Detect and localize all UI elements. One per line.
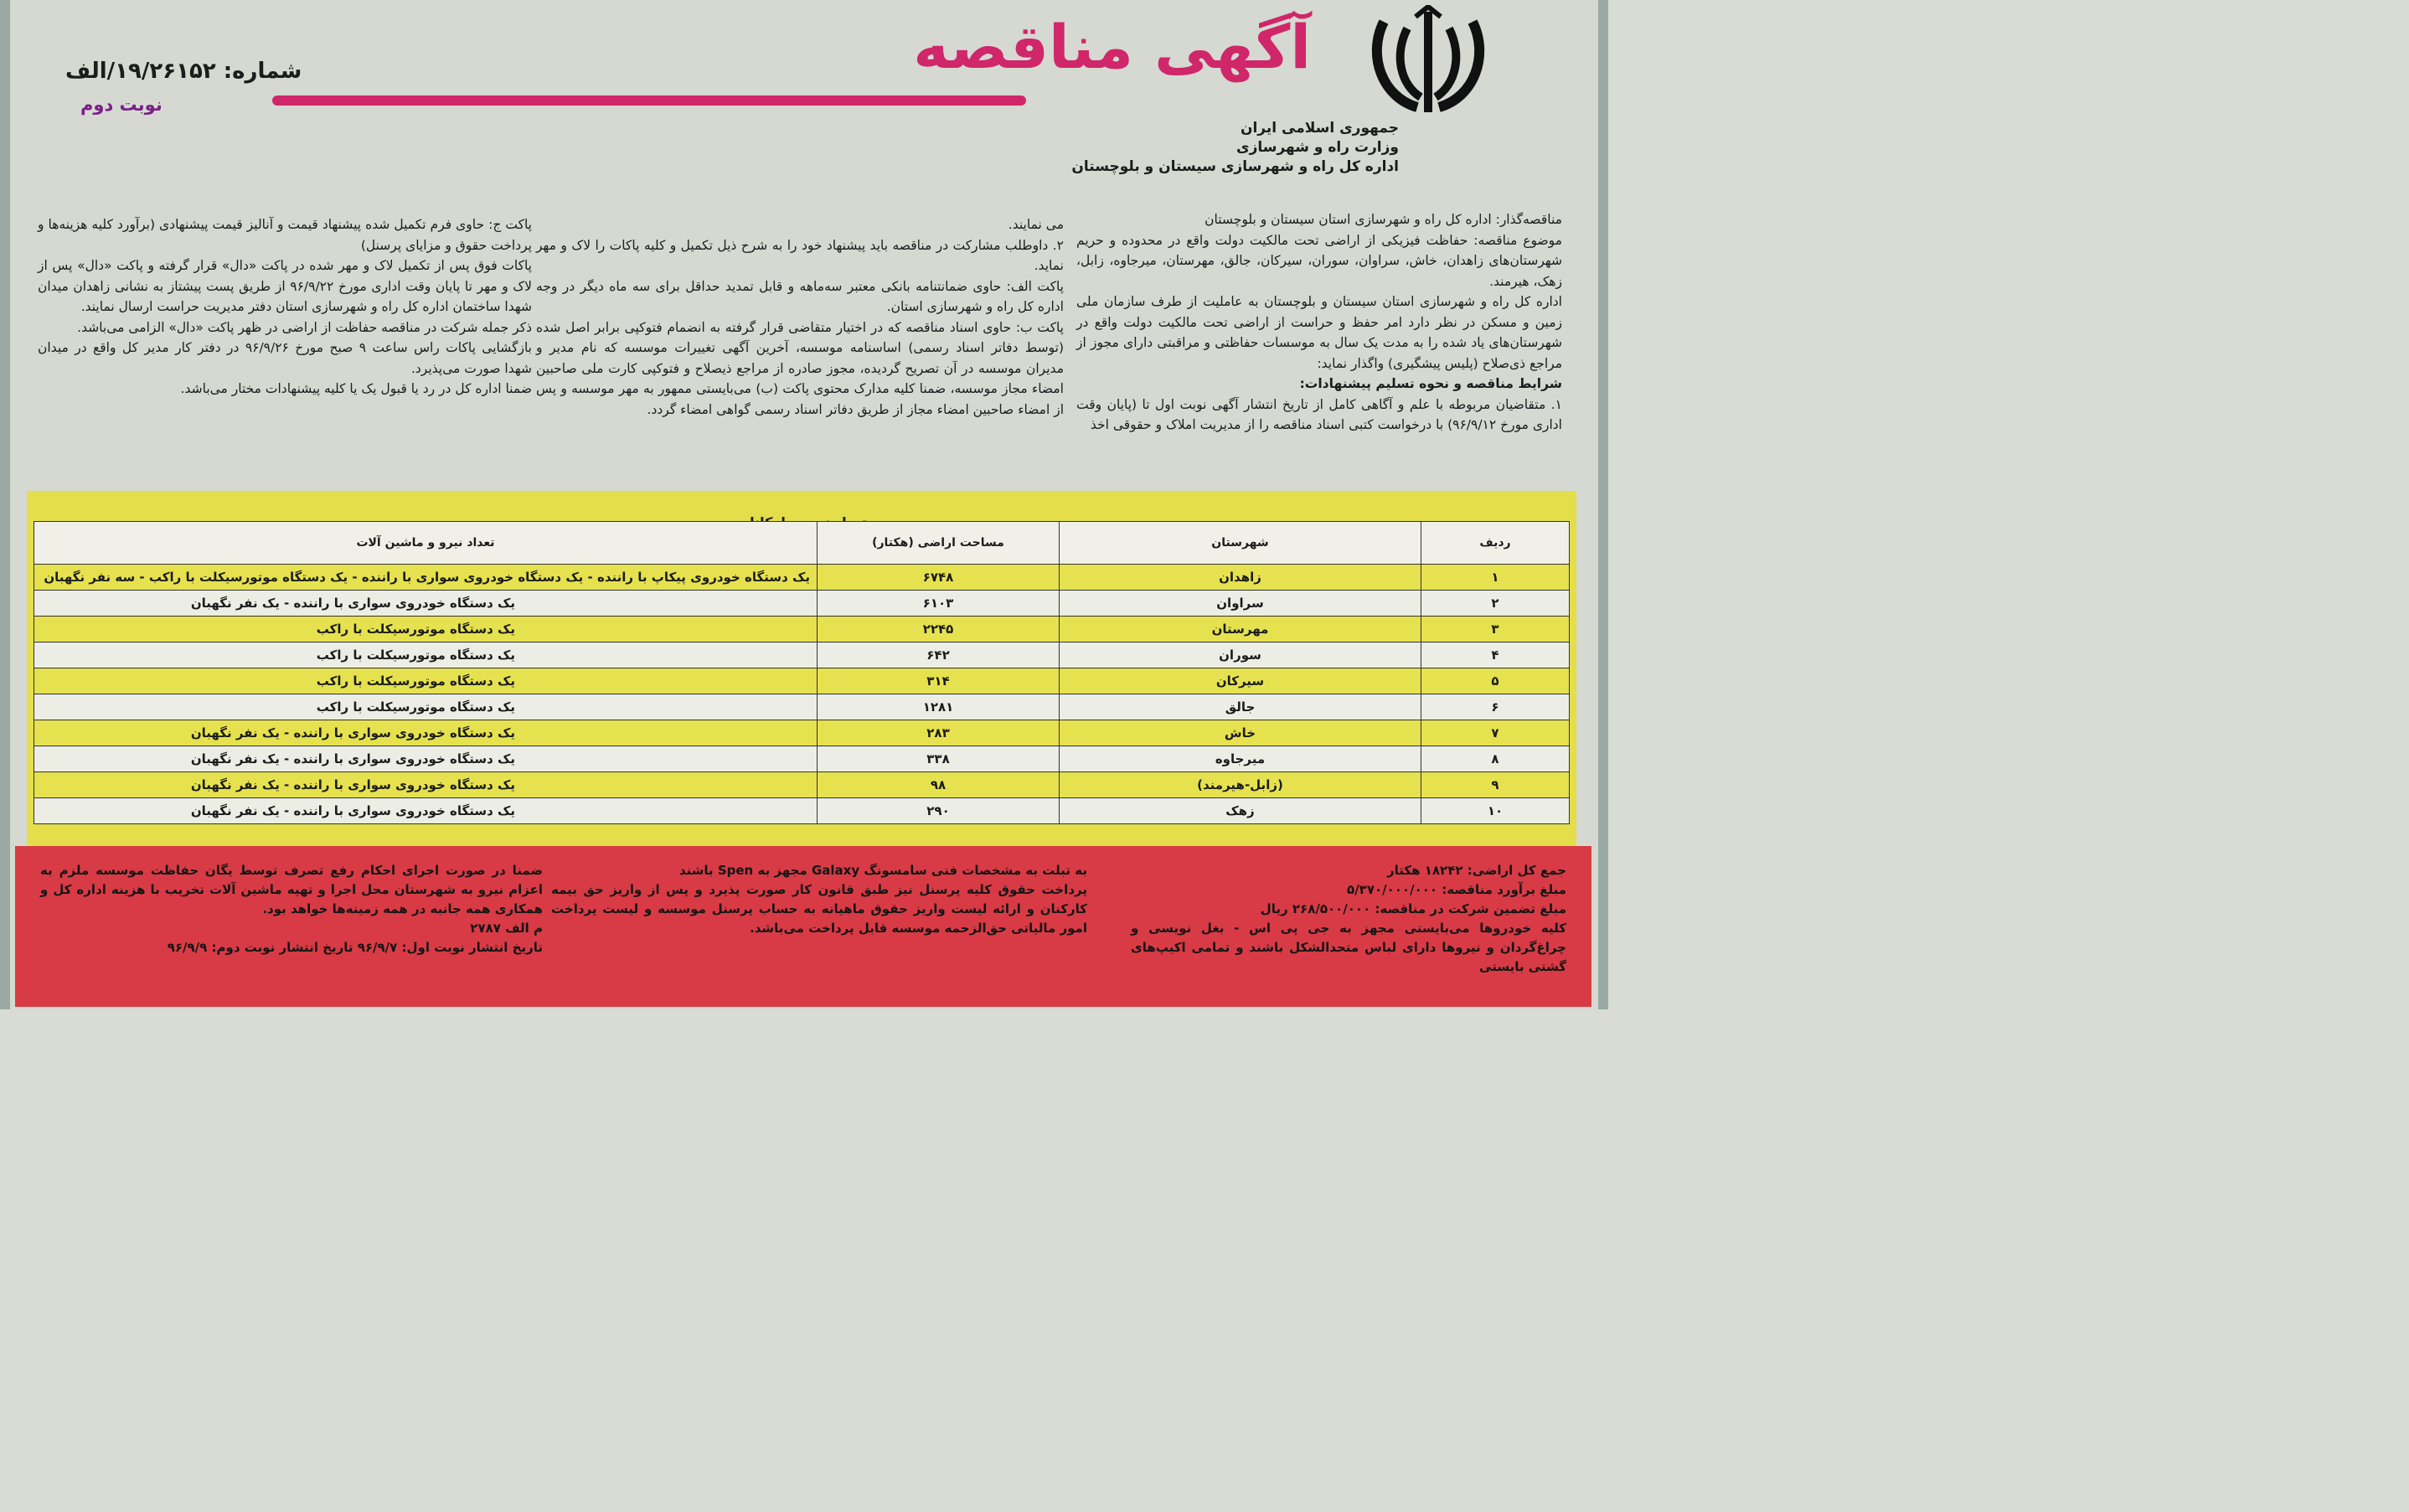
table-row	[34, 642, 1570, 668]
footer-line: م الف ۲۷۸۷	[470, 921, 543, 936]
paragraph: پاکت ج: حاوی فرم تکمیل شده پیشنهاد قیمت و آنالیز قیمت پیشنهادی (برآورد کلیه هزینه‌ها و پرداخت حقوق و مزایای پرسنل)	[38, 217, 532, 253]
footer-line: جمع کل اراضی: ۱۸۲۴۲ هکتار	[1386, 863, 1566, 878]
org-line: اداره کل راه و شهرسازی سیستان و بلوچستان	[1071, 158, 1399, 175]
footer-band	[15, 846, 1591, 1007]
header-cell: شهرستان	[1060, 522, 1421, 565]
city-cell: زاهدان	[1060, 565, 1421, 591]
equipment-cell: یک دستگاه خودروی پیکاپ با راننده - یک دستگاه خودروی سواری با راننده - یک دستگاه موتورسیکلت با راکب - سه نفر نگهبان	[34, 565, 818, 591]
footer-line: ضمنا در صورت اجرای احکام رفع تصرف توسط یگان حفاظت موسسه ملزم به اعزام نیرو به شهرستان محل اجرا و تهیه ماشین آلات تخریب با هزینه اداره کل و همکاری همه جانبه در همه زمینه‌ها خواهد بود.	[40, 863, 543, 916]
table-row	[34, 694, 1570, 720]
column-left	[38, 214, 532, 400]
equipment-cell: یک دستگاه موتورسیکلت با راکب	[34, 694, 818, 720]
table-row	[34, 798, 1570, 824]
paragraph: ضمنا اداره کل در رد یا قبول یک یا کلیه پیشنهادات مختار می‌باشد.	[180, 381, 532, 396]
city-cell: مهرستان	[1060, 617, 1421, 642]
table-row	[34, 565, 1570, 591]
area-cell: ۳۳۸	[818, 746, 1060, 772]
city-cell: (زابل-هیرمند)	[1060, 772, 1421, 798]
paragraph: ۱. متقاضیان مربوطه با علم و آگاهی کامل از تاریخ انتشار آگهی نوبت اول تا (پایان وقت اداری مورخ ۹۶/۹/۱۲) با درخواست کتبی اسناد مناقصه را از مدیریت املاک و حقوقی اخذ	[1076, 396, 1562, 432]
equipment-cell: یک دستگاه خودروی سواری با راننده - یک نفر نگهبان	[34, 720, 818, 746]
area-cell: ۲۹۰	[818, 798, 1060, 824]
footer-line: تاریخ انتشار نوبت اول: ۹۶/۹/۷ تاریخ انتشار نوبت دوم: ۹۶/۹/۹	[167, 940, 543, 955]
header-cell: مساحت اراضی (هکتار)	[818, 522, 1060, 565]
row-number: ۸	[1421, 746, 1570, 772]
table-row	[34, 720, 1570, 746]
paragraph: اداره کل راه و شهرسازی استان سیستان و بلوچستان به عاملیت از طرف سازمان ملی زمین و مسکن در نظر دارد امر حفظ و حراست از اراضی تحت مالکیت دولت واقع در شهرستان‌های یاد شده را به مدت یک سال به موسسات حفاظتی و مراقبتی دارای مجوز از مراجع ذی‌صلاح (پلیس پیشگیری) واگذار نماید:	[1076, 294, 1562, 371]
paragraph: پاکات فوق پس از تکمیل لاک و مهر شده در پاکت «دال» قرار گرفته و پاکت «دال» پس از لاک و مهر تا پایان وقت اداری مورخ ۹۶/۹/۲۲ از طریق پست پیشتاز به نشانی زاهدان میدان شهدا ساختمان اداره کل راه و شهرسازی استان دفتر مدیریت حراست ارسال نمایند.	[38, 258, 533, 314]
footer-line: مبلغ تضمین شرکت در مناقصه: ۲۶۸/۵۰۰/۰۰۰ ریال	[1260, 901, 1566, 916]
row-number: ۷	[1421, 720, 1570, 746]
table-row	[34, 591, 1570, 617]
footer-column-left	[40, 861, 543, 957]
row-number: ۳	[1421, 617, 1570, 642]
row-number: ۲	[1421, 591, 1570, 617]
table-row	[34, 746, 1570, 772]
city-cell: سوران	[1060, 642, 1421, 668]
iran-emblem-icon	[1365, 5, 1491, 118]
footer-column-right	[1131, 861, 1566, 977]
footer-line: کلیه خودروها می‌بایستی مجهز به جی پی اس - بغل نویسی و چراغ‌گردان و نیروها دارای لباس متحدالشکل باشند و تمامی اکیپ‌های گشتی بایستی	[1131, 921, 1566, 974]
org-line: جمهوری اسلامی ایران	[1240, 120, 1399, 137]
row-number: ۱۰	[1421, 798, 1570, 824]
table-header-row	[34, 522, 1570, 565]
header-cell: ردیف	[1421, 522, 1570, 565]
footer-line: مبلغ برآورد مناقصه: ۵/۳۷۰/۰۰۰/۰۰۰	[1347, 882, 1566, 897]
footer-column-middle	[551, 861, 1087, 938]
table-row	[34, 668, 1570, 694]
row-number: ۴	[1421, 642, 1570, 668]
row-number: ۵	[1421, 668, 1570, 694]
area-cell: ۶۴۲	[818, 642, 1060, 668]
equipment-cell: یک دستگاه خودروی سواری با راننده - یک نفر نگهبان	[34, 746, 818, 772]
paragraph: مناقصه‌گذار: اداره کل راه و شهرسازی استان سیستان و بلوچستان	[1204, 212, 1562, 227]
row-number: ۶	[1421, 694, 1570, 720]
city-cell: زهک	[1060, 798, 1421, 824]
org-line: وزارت راه و شهرسازی	[1235, 139, 1399, 156]
equipment-cell: یک دستگاه موتورسیکلت با راکب	[34, 617, 818, 642]
resources-table-block	[27, 491, 1576, 851]
column-middle	[536, 214, 1064, 420]
paragraph: پاکت الف: حاوی ضمانتنامه بانکی معتبر سه‌ماهه و قابل تمدید حداقل برای سه ماه دیگر در وجه اداره کل راه و شهرسازی استان.	[536, 278, 1064, 314]
paragraph: بازگشایی پاکات راس ساعت ۹ صبح مورخ ۹۶/۹/۲۶ در دفتر کار مدیر کل واقع در میدان شهدا صورت می‌پذیرد.	[38, 340, 532, 376]
newspaper-ad	[0, 0, 1608, 1009]
ad-title: آگهی مناقصه	[913, 12, 1311, 82]
reference-number: شماره: ۱۹/۲۶۱۵۲/الف	[65, 59, 302, 84]
city-cell: خاش	[1060, 720, 1421, 746]
equipment-cell: یک دستگاه موتورسیکلت با راکب	[34, 668, 818, 694]
section-heading: شرایط مناقصه و نحوه تسلیم پیشنهادات:	[1299, 376, 1562, 391]
paragraph: می نمایند.	[1008, 217, 1064, 232]
equipment-cell: یک دستگاه خودروی سواری با راننده - یک نفر نگهبان	[34, 591, 818, 617]
equipment-cell: یک دستگاه خودروی سواری با راننده - یک نفر نگهبان	[34, 772, 818, 798]
column-right	[1076, 209, 1562, 436]
area-cell: ۹۸	[818, 772, 1060, 798]
city-cell: جالق	[1060, 694, 1421, 720]
city-cell: سراوان	[1060, 591, 1421, 617]
footer-line: به تبلت به مشخصات فنی سامسونگ Galaxy مجهز به Spen باشند	[678, 863, 1087, 878]
paragraph: ۲. داوطلب مشارکت در مناقصه باید پیشنهاد خود را به شرح ذیل تکمیل و کلیه پاکات را لاک و مهر نماید.	[536, 237, 1064, 273]
area-cell: ۶۷۴۸	[818, 565, 1060, 591]
row-number: ۱	[1421, 565, 1570, 591]
area-cell: ۲۸۳	[818, 720, 1060, 746]
paragraph: موضوع مناقصه: حفاظت فیزیکی از اراضی تحت مالکیت دولت واقع در محدوده و حریم شهرستان‌های زاهدان، خاش، سراوان، سوران، سیرکان، جالق، مهرستان، میرجاوه، زابل، زهک، هیرمند.	[1076, 232, 1562, 289]
area-cell: ۱۲۸۱	[818, 694, 1060, 720]
area-cell: ۶۱۰۳	[818, 591, 1060, 617]
header-cell: تعداد نیرو و ماشین آلات	[34, 522, 818, 565]
footer-line: پرداخت حقوق کلیه پرسنل نیز طبق قانون کار صورت پذیرد و پس از واریز حق بیمه کارکنان و ارائه لیست واریز حقوق ماهیانه به حساب پرسنل موسسه و لیست پرداخت امور مالیاتی حق‌الزحمه موسسه قابل پرداخت می‌باشد.	[551, 882, 1087, 936]
table-row	[34, 617, 1570, 642]
left-edge-strip	[0, 0, 10, 1009]
row-number: ۹	[1421, 772, 1570, 798]
ad-title-block	[272, 12, 1311, 137]
equipment-cell: یک دستگاه خودروی سواری با راننده - یک نفر نگهبان	[34, 798, 818, 824]
paragraph: پاکت ب: حاوی اسناد مناقصه که در اختیار متقاضی قرار گرفته به انضمام فتوکپی برابر اصل شده (توسط دفاتر اسناد رسمی) اساسنامه موسسه، آخرین آگهی تغییرات موسسه که نام مدیر و مدیران موسسه در آن تصریح گردیده، مجوز صادره از مراجع ذیصلاح و فتوکپی کارت ملی صاحبین امضاء مجاز موسسه، ضمنا کلیه مدارک محتوی پاکت (ب) می‌بایستی ممهور به مهر موسسه و پس از امضاء صاحبین امضاء مجاز از طریق دفاتر اسناد رسمی گواهی امضاء گردد.	[536, 319, 1064, 417]
table-row	[34, 772, 1570, 798]
area-cell: ۳۱۴	[818, 668, 1060, 694]
resources-table	[34, 521, 1570, 824]
area-cell: ۲۲۴۵	[818, 617, 1060, 642]
title-underline	[272, 95, 1026, 106]
paragraph: ذکر جمله شرکت در مناقصه حفاظت از اراضی در ظهر پاکت «دال» الزامی می‌باشد.	[77, 319, 532, 335]
city-cell: میرجاوه	[1060, 746, 1421, 772]
equipment-cell: یک دستگاه موتورسیکلت با راکب	[34, 642, 818, 668]
city-cell: سیرکان	[1060, 668, 1421, 694]
right-edge-strip	[1598, 0, 1608, 1009]
publication-turn: نوبت دوم	[80, 95, 162, 115]
